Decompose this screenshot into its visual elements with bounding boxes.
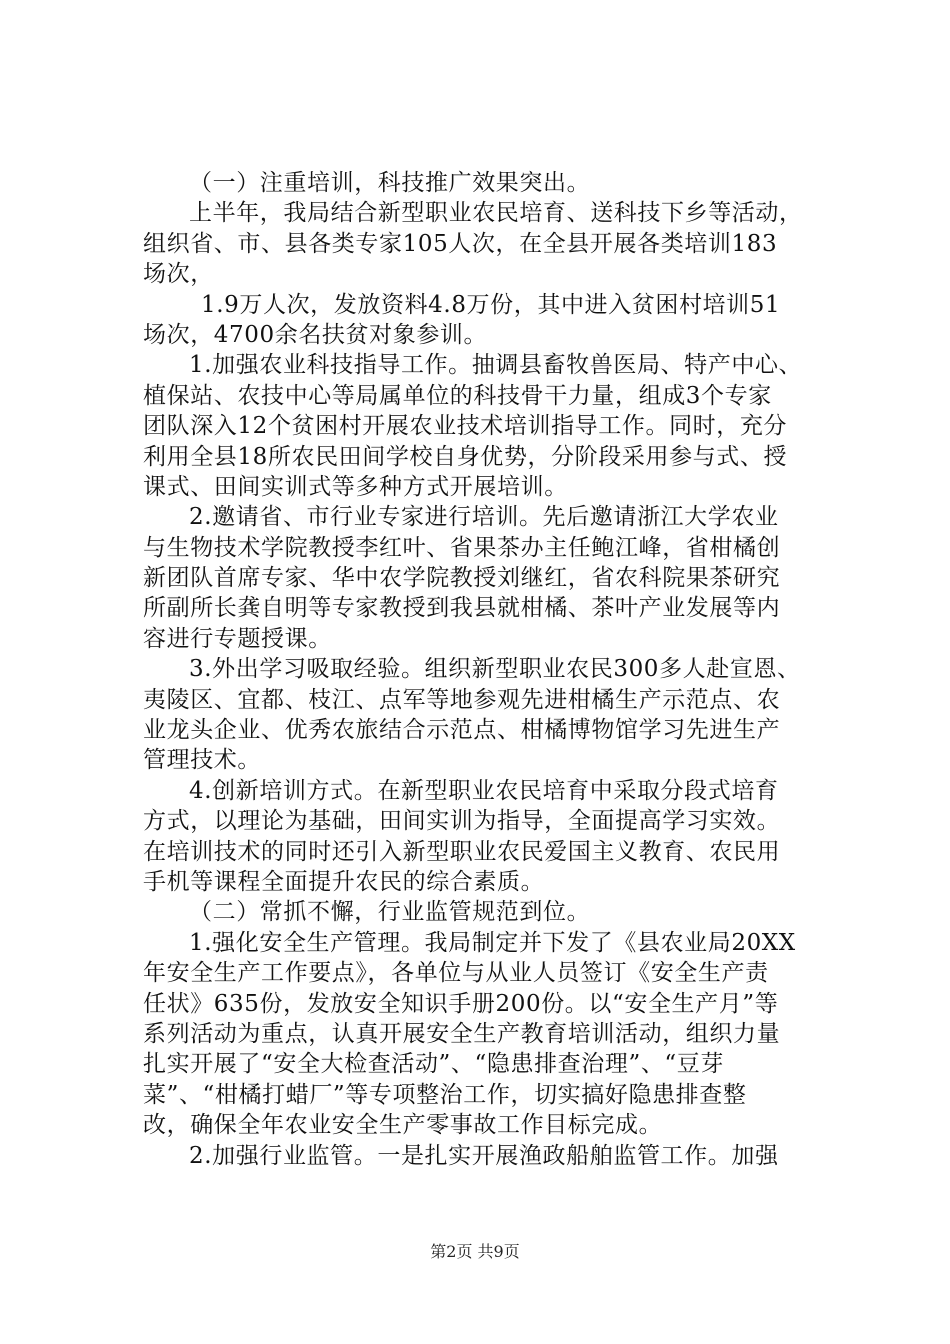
- paragraph-line: 方式，以理论为基础，田间实训为指导，全面提高学习实效。: [143, 808, 781, 835]
- paragraph-line: 1.加强农业科技指导工作。抽调县畜牧兽医局、特产中心、: [189, 352, 803, 379]
- paragraph-line: 2.加强行业监管。一是扎实开展渔政船舶监管工作。加强: [189, 1142, 779, 1169]
- paragraph-line: 场次，4700余名扶贫对象参训。: [143, 321, 488, 348]
- paragraph-line: 任状》635份，发放安全知识手册200份。以“安全生产月”等: [143, 990, 779, 1017]
- paragraph-line: 上半年，我局结合新型职业农民培育、送科技下乡等活动，: [189, 200, 803, 227]
- paragraph-line: 夷陵区、宜都、枝江、点军等地参观先进柑橘生产示范点、农: [143, 686, 781, 713]
- paragraph-line: 3.外出学习吸取经验。组织新型职业农民300多人赴宣恩、: [189, 656, 801, 683]
- paragraph-line: 菜”、“柑橘打蜡厂”等专项整治工作，切实搞好隐患排查整: [143, 1081, 747, 1108]
- paragraph-line: 所副所长龚自明等专家教授到我县就柑橘、茶叶产业发展等内: [143, 595, 781, 622]
- paragraph-line: 场次，: [143, 261, 214, 288]
- section-heading-2: （二）常抓不懈，行业监管规范到位。: [189, 899, 591, 926]
- paragraph-line: 利用全县18所农民田间学校自身优势，分阶段采用参与式、授: [143, 443, 788, 470]
- paragraph-line: 新团队首席专家、华中农学院教授刘继红，省农科院果茶研究: [143, 565, 781, 592]
- paragraph-line: 植保站、农技中心等局属单位的科技骨干力量，组成3个专家: [143, 382, 772, 409]
- paragraph-line: 系列活动为重点，认真开展安全生产教育培训活动，组织力量: [143, 1020, 781, 1047]
- paragraph-line: 管理技术。: [143, 747, 261, 774]
- paragraph-line: 与生物技术学院教授李红叶、省果茶办主任鲍江峰，省柑橘创: [143, 534, 781, 561]
- paragraph-line: 在培训技术的同时还引入新型职业农民爱国主义教育、农民用: [143, 838, 781, 865]
- paragraph-line: 团队深入12个贫困村开展农业技术培训指导工作。同时，充分: [143, 413, 788, 440]
- paragraph-line: 课式、田间实训式等多种方式开展培训。: [143, 473, 568, 500]
- paragraph-line: 改，确保全年农业安全生产零事故工作目标完成。: [143, 1112, 663, 1139]
- paragraph-line: 2.邀请省、市行业专家进行培训。先后邀请浙江大学农业: [189, 504, 779, 531]
- paragraph-line: 组织省、市、县各类专家105人次，在全县开展各类培训183: [143, 230, 778, 257]
- paragraph-line: 手机等课程全面提升农民的综合素质。: [143, 868, 545, 895]
- section-heading-1: （一）注重培训，科技推广效果突出。: [189, 170, 591, 196]
- document-body: [143, 168, 843, 1171]
- paragraph-line: 年安全生产工作要点》，各单位与从业人员签订《安全生产责: [143, 960, 769, 987]
- paragraph-line: 容进行专题授课。: [143, 625, 332, 652]
- paragraph-line: 业龙头企业、优秀农旅结合示范点、柑橘博物馆学习先进生产: [143, 717, 781, 744]
- paragraph-line: 扎实开展了“安全大检查活动”、“隐患排查治理”、“豆芽: [143, 1051, 724, 1078]
- page-number-label: 第2页 共9页: [430, 1242, 520, 1261]
- paragraph-line: 4.创新培训方式。在新型职业农民培育中采取分段式培育: [189, 777, 779, 804]
- page-footer: [0, 1242, 950, 1262]
- paragraph-line: 1.强化安全生产管理。我局制定并下发了《县农业局20XX: [189, 929, 796, 956]
- paragraph-line: 1.9万人次，发放资料4.8万份，其中进入贫困村培训51: [201, 291, 781, 318]
